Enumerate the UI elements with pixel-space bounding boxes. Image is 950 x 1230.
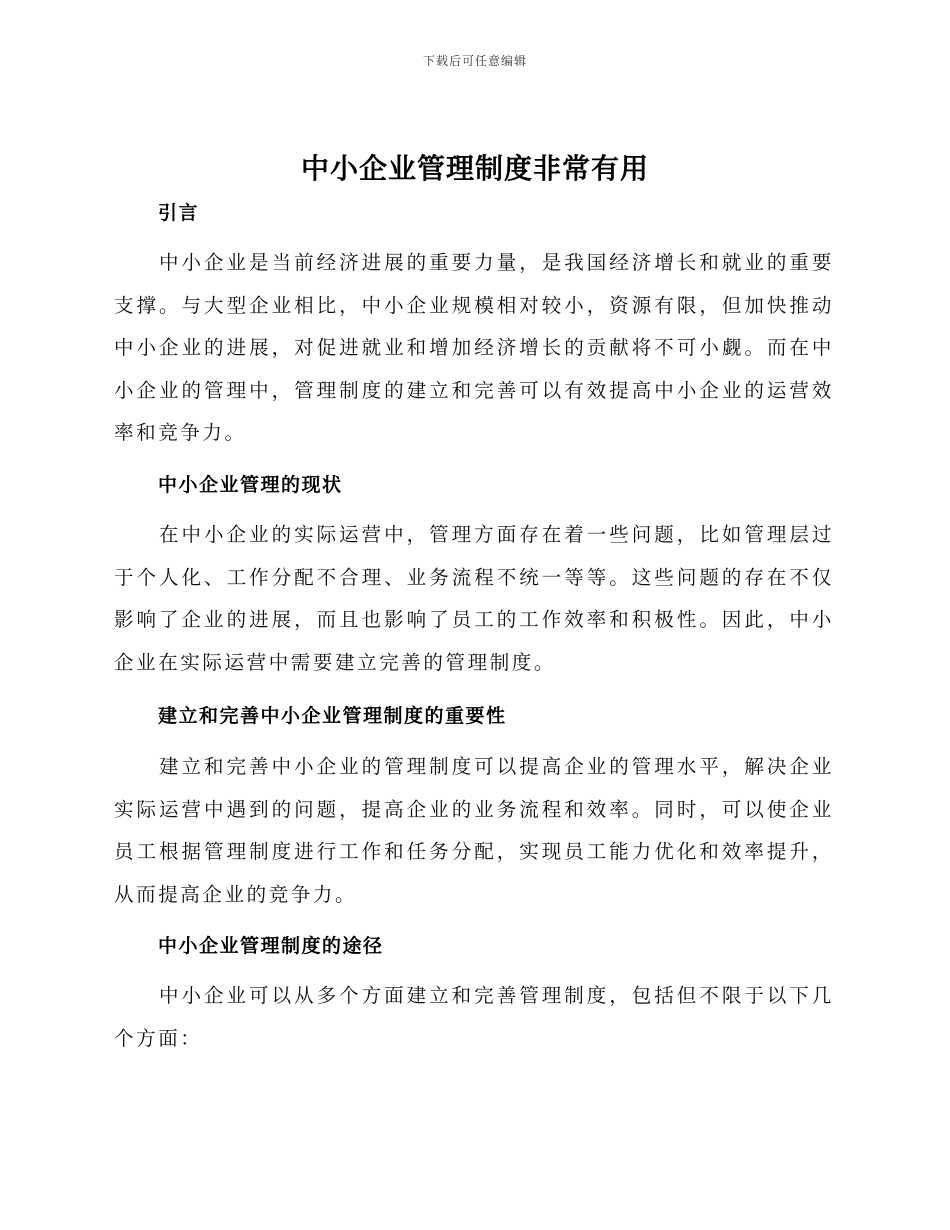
document-title: 中小企业管理制度非常有用: [300, 152, 649, 185]
page-header-note: 下载后可任意编辑: [422, 54, 527, 68]
section-heading-current-status: 中小企业管理的现状: [158, 474, 343, 496]
section-heading-approaches: 中小企业管理制度的途径: [158, 935, 384, 957]
section-heading-importance: 建立和完善中小企业管理制度的重要性: [158, 705, 507, 727]
section-paragraph-current-status: 在中小企业的实际运营中，管理方面存在着一些问题，比如管理层过于个人化、工作分配不合理、业务流程不统一等等。这些问题的存在不仅影响了企业的进展，而且也影响了员工的工作效率和积极性。因此，中小企业在实际运营中需要建立完善的管理制度。: [114, 523, 834, 674]
section-paragraph-introduction: 中小企业是当前经济进展的重要力量，是我国经济增长和就业的重要支撑。与大型企业相比，中小企业规模相对较小，资源有限，但加快推动中小企业的进展，对促进就业和增加经济增长的贡献将不可小觑。而在中小企业的管理中，管理制度的建立和完善可以有效提高中小企业的运营效率和竞争力。: [114, 251, 834, 444]
section-heading-introduction: 引言: [158, 202, 200, 224]
section-paragraph-approaches: 中小企业可以从多个方面建立和完善管理制度，包括但不限于以下几个方面：: [114, 984, 834, 1050]
section-paragraph-importance: 建立和完善中小企业的管理制度可以提高企业的管理水平，解决企业实际运营中遇到的问题，提高企业的业务流程和效率。同时，可以使企业员工根据管理制度进行工作和任务分配，实现员工能力优化和效率提升，从而提高企业的竞争力。: [114, 755, 834, 906]
